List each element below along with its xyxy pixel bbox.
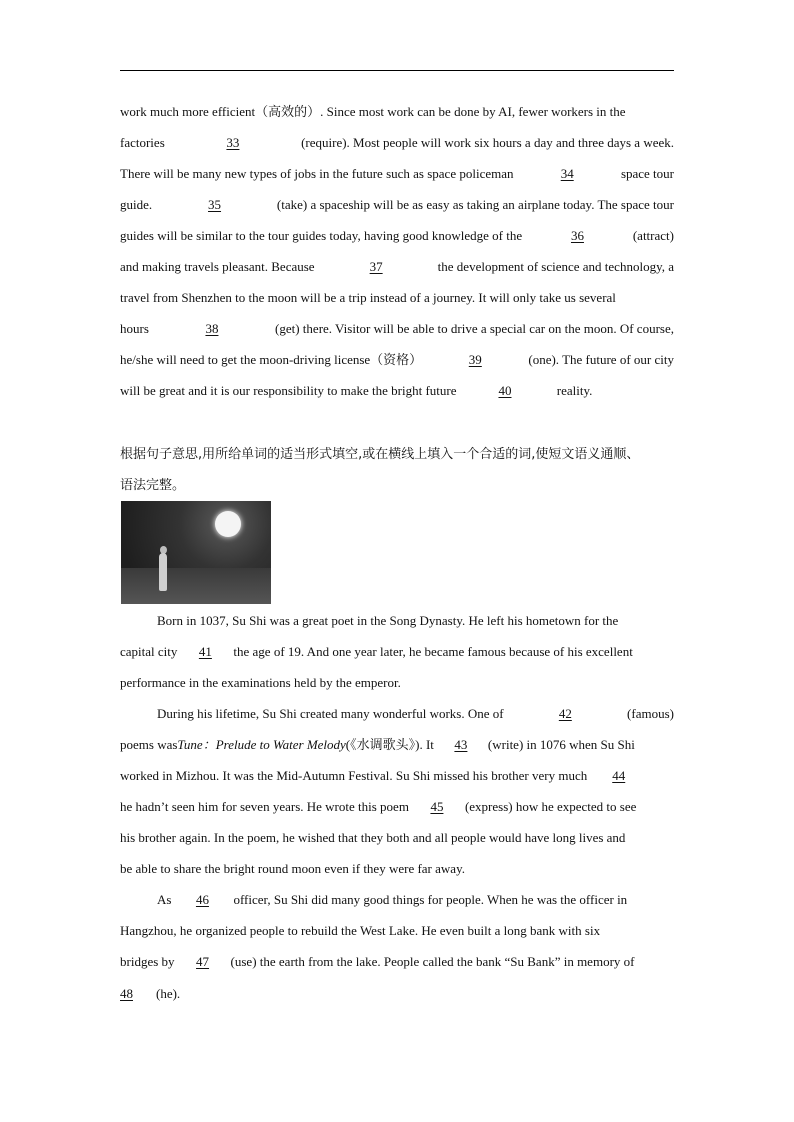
text-segment: guides will be similar to the tour guides today, having good knowledge of the	[120, 228, 523, 243]
text-segment: (take) a spaceship will be as easy as taking an airplane today. The space tour	[276, 197, 674, 212]
text-segment: Born in 1037, Su Shi was a great poet in the Song Dynasty. He left his hometown for the	[157, 613, 619, 628]
blank-37[interactable]: 37	[369, 259, 383, 274]
text-segment: (attract)	[632, 228, 674, 243]
text-segment: There will be many new types of jobs in the future such as space policeman	[120, 166, 514, 181]
text-segment: work much more efficient（高效的）. Since most work can be done by AI, fewer workers in the	[120, 104, 626, 119]
passage1-line	[120, 227, 674, 245]
moon-night-photo	[121, 501, 271, 604]
passage2-line	[120, 829, 674, 847]
passage2-line	[120, 674, 674, 692]
instruction-line: 语法完整。	[120, 478, 186, 493]
text-segment: (famous)	[627, 706, 674, 721]
passage2-line	[120, 767, 674, 785]
text-segment: officer, Su Shi did many good things for people. When he was the officer in	[233, 892, 628, 907]
passage2-line	[120, 860, 674, 878]
text-segment: (express) how he expected to see	[464, 799, 637, 814]
passage2-line	[120, 736, 674, 754]
text-segment: (use) the earth from the lake. People called the bank “Su Bank” in memory of	[230, 954, 635, 969]
blank-47[interactable]: 47	[196, 954, 210, 969]
passage2-line	[120, 953, 674, 971]
blank-46[interactable]: 46	[195, 892, 209, 907]
blank-39[interactable]: 39	[468, 352, 482, 367]
blank-43[interactable]: 43	[454, 737, 468, 752]
passage1-line	[120, 258, 674, 276]
passage2-line	[120, 922, 674, 940]
text-segment: the age of 19. And one year later, he became famous because of his excellent	[233, 644, 633, 659]
passage2-line	[157, 705, 674, 723]
text-segment: capital city	[120, 644, 178, 659]
passage1-line	[120, 103, 674, 121]
text-segment: (one). The future of our city	[528, 352, 674, 367]
passage1-line	[120, 134, 674, 152]
blank-45[interactable]: 45	[430, 799, 444, 814]
passage1-line	[120, 320, 674, 338]
poem-title: Tune：Prelude to Water Melody	[177, 737, 346, 752]
text-segment: (write) in 1076 when Su Shi	[487, 737, 635, 752]
text-segment: bridges by	[120, 954, 175, 969]
poet-figure-icon	[159, 553, 167, 591]
text-segment: worked in Mizhou. It was the Mid-Autumn Festival. Su Shi missed his brother very much	[120, 768, 588, 783]
passage1-line	[120, 196, 674, 214]
passage2-line	[120, 643, 674, 661]
passage2-line	[120, 985, 674, 1003]
passage2-line	[157, 891, 674, 909]
text-segment: his brother again. In the poem, he wished that they both and all people would have long lives and	[120, 830, 626, 845]
text-segment: poems was	[120, 737, 178, 752]
blank-41[interactable]: 41	[198, 644, 212, 659]
blank-35[interactable]: 35	[208, 197, 222, 212]
blank-34[interactable]: 34	[560, 166, 574, 181]
passage1-line	[120, 165, 674, 183]
text-segment: (get) there. Visitor will be able to drive a special car on the moon. Of course,	[275, 321, 674, 336]
blank-42[interactable]: 42	[558, 706, 572, 721]
text-segment: guide.	[120, 197, 153, 212]
instruction-line: 根据句子意思,用所给单词的适当形式填空,或在横线上填入一个合适的词,使短文语义通顺、	[120, 447, 640, 462]
text-segment: hours	[120, 321, 149, 336]
text-segment: performance in the examinations held by the emperor.	[120, 675, 401, 690]
blank-40[interactable]: 40	[498, 383, 512, 398]
text-segment: travel from Shenzhen to the moon will be a trip instead of a journey. It will only take us several	[120, 290, 616, 305]
text-segment: factories	[120, 135, 165, 150]
passage1-line	[120, 289, 674, 307]
text-segment: (he).	[156, 986, 181, 1001]
text-segment: space tour	[620, 166, 674, 181]
text-segment: be able to share the bright round moon even if they were far away.	[120, 861, 465, 876]
text-segment: and making travels pleasant. Because	[120, 259, 315, 274]
blank-33[interactable]: 33	[226, 135, 240, 150]
passage1-line	[120, 382, 674, 400]
text-segment: (require). Most people will work six hours a day and three days a week.	[301, 135, 674, 150]
text-segment: During his lifetime, Su Shi created many wonderful works. One of	[157, 706, 504, 721]
text-segment: As	[157, 892, 172, 907]
header-rule	[120, 70, 674, 71]
passage2-line	[120, 798, 674, 816]
text-segment: the development of science and technology, a	[437, 259, 674, 274]
text-segment: he/she will need to get the moon-driving license（资格）	[120, 352, 423, 367]
text-segment: (《水调歌头》). It	[345, 737, 434, 752]
text-segment: Hangzhou, he organized people to rebuild the West Lake. He even built a long bank with six	[120, 923, 601, 938]
text-segment: reality.	[556, 383, 593, 398]
blank-36[interactable]: 36	[570, 228, 584, 243]
text-segment: he hadn’t seen him for seven years. He wrote this poem	[120, 799, 409, 814]
moon-icon	[215, 511, 241, 537]
blank-38[interactable]: 38	[205, 321, 219, 336]
passage1-line	[120, 351, 674, 369]
text-segment: will be great and it is our responsibility to make the bright future	[120, 383, 457, 398]
blank-44[interactable]: 44	[612, 768, 626, 783]
blank-48[interactable]: 48	[120, 986, 133, 1001]
passage2-line	[157, 612, 674, 630]
